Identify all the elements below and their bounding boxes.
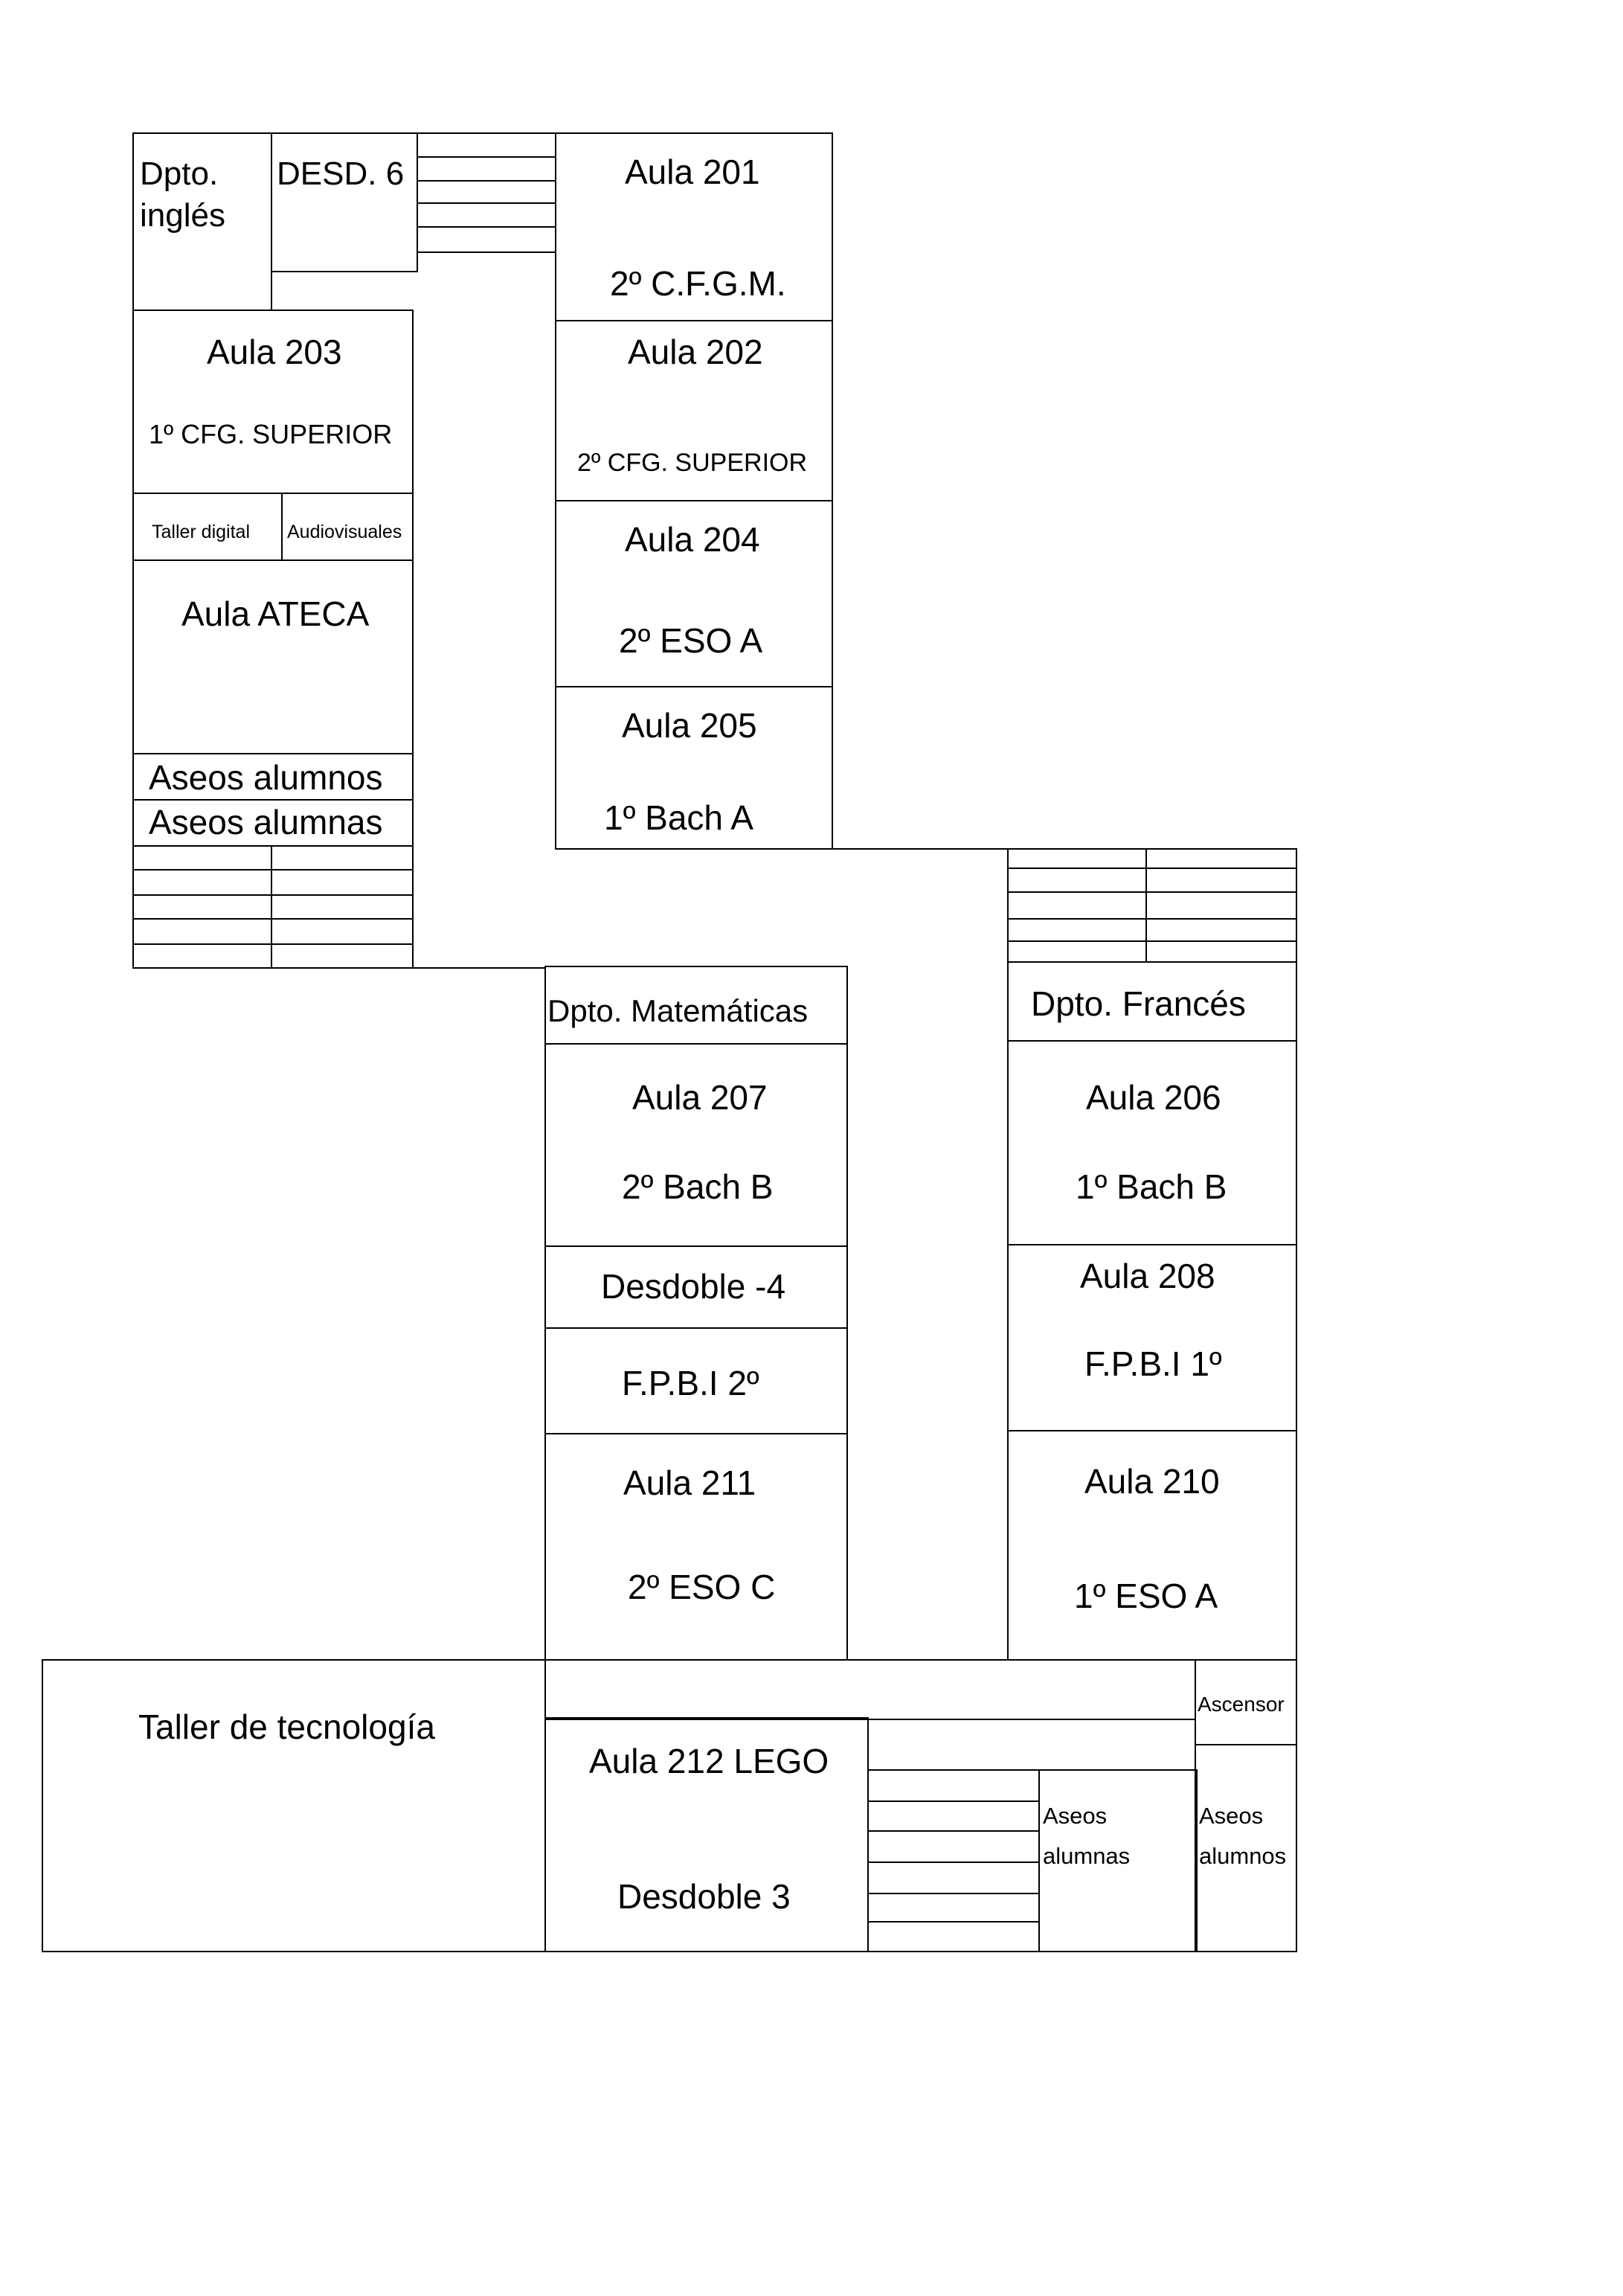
stair-step	[869, 1893, 1040, 1894]
room-group: F.P.B.I 1º	[1084, 1344, 1222, 1383]
room-group: 2º ESO A	[619, 621, 763, 660]
room-ascensor	[1195, 1659, 1297, 1745]
room-aula-210	[1007, 1430, 1297, 1661]
stair-step	[418, 202, 556, 204]
room-name: Aula 212 LEGO	[589, 1742, 829, 1780]
room-group: 2º Bach B	[622, 1167, 774, 1206]
stair-step	[869, 1862, 1040, 1863]
stairs-bottom	[867, 1769, 1040, 1952]
room-name: Aula 211	[623, 1463, 756, 1502]
room-label: Aula ATECA	[181, 594, 370, 633]
room-name: Aula 202	[628, 333, 763, 371]
room-aula-204	[555, 500, 833, 687]
stair-step	[869, 1800, 1040, 1802]
stair-step	[1009, 891, 1297, 893]
stair-divider	[271, 847, 272, 969]
room-aula-ateca	[132, 559, 414, 754]
stair-step	[418, 156, 556, 158]
room-aula-208	[1007, 1244, 1297, 1431]
room-aula-201	[555, 132, 833, 321]
room-name: Aula 204	[625, 520, 760, 559]
stair-step	[869, 1921, 1040, 1923]
room-aseos-alumnos	[132, 753, 414, 801]
room-aula-212	[544, 1717, 869, 1952]
room-aseos-alumnas-bottom	[1038, 1769, 1198, 1952]
stair-step	[134, 918, 414, 920]
room-name: Aula 208	[1080, 1257, 1215, 1295]
corridor-bottom	[544, 1659, 1196, 1720]
room-label: Aseos alumnas	[149, 803, 383, 841]
room-group: 1º Bach B	[1076, 1167, 1227, 1206]
room-name: Aula 206	[1086, 1078, 1221, 1117]
stair-step	[1009, 918, 1297, 920]
room-desdoble-4	[544, 1245, 848, 1329]
room-label: Aseos alumnos	[149, 758, 383, 797]
corridor-wall	[412, 967, 546, 969]
room-label: Aseos	[1199, 1803, 1264, 1829]
room-group: 1º CFG. SUPERIOR	[149, 419, 393, 449]
room-aula-207	[544, 1043, 848, 1247]
room-group: 2º ESO C	[628, 1568, 776, 1606]
room-aula-202	[555, 320, 833, 501]
room-group: 1º Bach A	[604, 798, 753, 837]
room-name: Aula 210	[1084, 1462, 1220, 1501]
room-label: alumnas	[1043, 1843, 1131, 1869]
room-name: Aula 203	[207, 333, 342, 371]
room-group: 2º C.F.G.M.	[610, 264, 786, 303]
room-taller-tecnologia	[42, 1659, 546, 1952]
stair-step	[418, 226, 556, 228]
room-label: Ascensor	[1198, 1693, 1285, 1716]
room-label: Dpto. Matemáticas	[547, 993, 809, 1028]
room-group: 1º ESO A	[1074, 1577, 1218, 1615]
room-label: inglés	[140, 197, 225, 234]
room-fpbi-2	[544, 1327, 848, 1434]
room-label: Aseos	[1043, 1803, 1108, 1829]
room-dpto-ingles	[132, 132, 272, 311]
stairs-right	[1007, 848, 1297, 963]
stairs-left	[132, 845, 414, 969]
room-dpto-frances	[1007, 961, 1297, 1042]
stair-step	[869, 1830, 1040, 1832]
room-audiovisuales	[281, 493, 414, 561]
room-aula-203	[132, 310, 414, 494]
stair-step	[1009, 868, 1297, 869]
room-aseos-alumnas	[132, 799, 414, 847]
room-label: alumnos	[1199, 1843, 1287, 1869]
room-label: Desdoble -4	[601, 1267, 786, 1306]
room-desd-6	[271, 132, 418, 272]
stair-step	[134, 869, 414, 870]
room-label: F.P.B.I 2º	[622, 1364, 759, 1402]
room-group: Desdoble 3	[617, 1877, 791, 1916]
room-name: Aula 205	[622, 706, 757, 745]
room-aula-206	[1007, 1040, 1297, 1245]
room-name: Aula 201	[625, 153, 760, 191]
room-group: 2º CFG. SUPERIOR	[577, 449, 808, 477]
stair-step	[134, 894, 414, 896]
room-label: Dpto. Francés	[1031, 984, 1246, 1023]
room-label: Dpto.	[140, 155, 219, 192]
room-dpto-matematicas	[544, 966, 848, 1045]
stairs-upper	[418, 132, 556, 253]
stair-step	[1009, 940, 1297, 942]
stair-step	[418, 180, 556, 182]
room-name: Aula 207	[632, 1078, 768, 1117]
room-label: DESD. 6	[277, 155, 405, 192]
room-aula-205	[555, 686, 833, 850]
room-aseos-alumnos-bottom	[1195, 1744, 1297, 1952]
stair-divider	[1145, 850, 1147, 963]
room-aula-211	[544, 1433, 848, 1661]
room-label: Taller de tecnología	[138, 1707, 435, 1746]
room-taller-digital	[132, 493, 283, 561]
room-label: Audiovisuales	[287, 522, 402, 542]
stair-step	[134, 943, 414, 945]
room-label: Taller digital	[152, 522, 251, 542]
